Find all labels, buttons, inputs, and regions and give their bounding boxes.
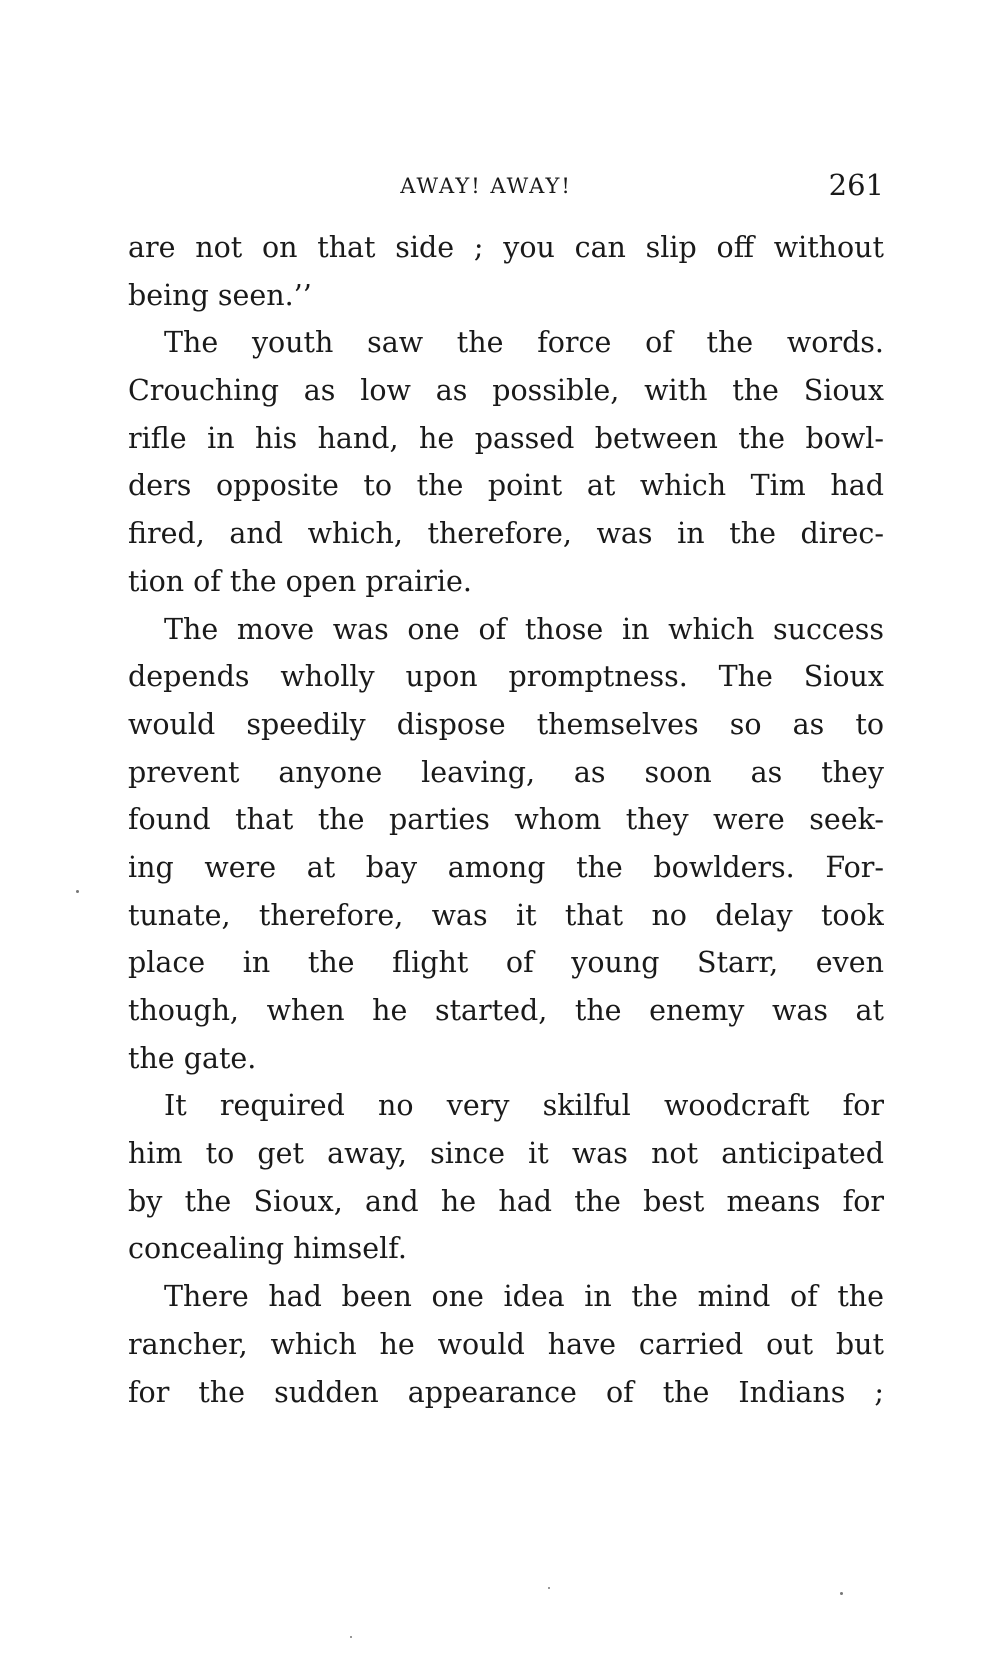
running-title: AWAY! AWAY! bbox=[400, 174, 572, 198]
text-line: the gate. bbox=[128, 1041, 257, 1075]
text-line: It required no very skilful woodcraft for bbox=[164, 1089, 884, 1123]
text-line: found that the parties whom they were seek- bbox=[128, 803, 884, 837]
scan-speck bbox=[350, 1636, 352, 1638]
text-line: tunate, therefore, was it that no delay took bbox=[128, 898, 884, 932]
text-line: though, when he started, the enemy was at bbox=[128, 994, 884, 1027]
text-line: depends wholly upon promptness. The Sioux bbox=[128, 660, 884, 694]
text-line: rifle in his hand, he passed between the bowl- bbox=[128, 421, 884, 455]
running-head bbox=[128, 168, 884, 208]
scan-speck bbox=[840, 1592, 843, 1595]
text-line: being seen.’’ bbox=[128, 278, 312, 312]
scan-speck bbox=[548, 1587, 550, 1589]
text-line: The youth saw the force of the words. bbox=[164, 326, 884, 360]
page-number: 261 bbox=[828, 168, 884, 202]
text-line: rancher, which he would have carried out but bbox=[128, 1327, 884, 1361]
text-line: Crouching as low as possible, with the Sioux bbox=[128, 374, 884, 408]
text-line: ders opposite to the point at which Tim had bbox=[128, 469, 884, 503]
text-line: place in the flight of young Starr, even bbox=[128, 946, 884, 980]
text-line: prevent anyone leaving, as soon as they bbox=[128, 755, 884, 789]
text-line: fired, and which, therefore, was in the direc- bbox=[128, 517, 884, 551]
text-line: for the sudden appearance of the Indians ; bbox=[128, 1375, 884, 1409]
text-line: ing were at bay among the bowlders. For- bbox=[128, 850, 884, 884]
scan-speck bbox=[76, 890, 79, 893]
text-line: are not on that side ; you can slip off without bbox=[128, 231, 884, 264]
text-line: The move was one of those in which success bbox=[164, 612, 884, 646]
text-line: would speedily dispose themselves so as to bbox=[128, 707, 884, 741]
text-line: him to get away, since it was not anticipated bbox=[128, 1137, 884, 1171]
text-line: There had been one idea in the mind of the bbox=[164, 1280, 884, 1314]
text-line: by the Sioux, and he had the best means for bbox=[128, 1184, 884, 1218]
body-text bbox=[128, 224, 884, 1416]
text-line: tion of the open prairie. bbox=[128, 564, 472, 598]
text-line: concealing himself. bbox=[128, 1232, 407, 1266]
